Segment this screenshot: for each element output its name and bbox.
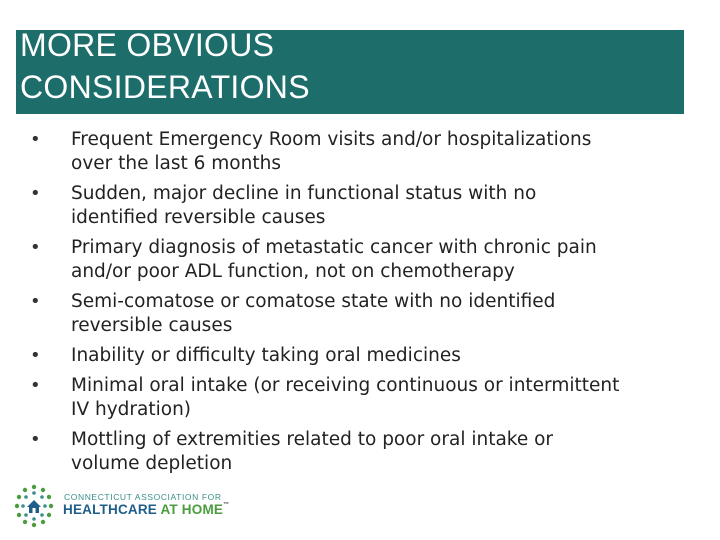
list-item-line-1: Inability or difficulty taking oral medicines [71, 345, 461, 366]
bullet-marker: • [30, 345, 41, 366]
list-item [30, 428, 690, 476]
list-item-line-1: Mottling of extremities related to poor oral intake or [71, 429, 554, 450]
list-item-line-2: reversible causes [71, 315, 233, 336]
list-item-line-2: volume depletion [71, 453, 233, 474]
slide-title-line-1: MORE OBVIOUS [20, 30, 275, 63]
list-item-line-2: over the last 6 months [71, 153, 281, 174]
list-item-line-1: Primary diagnosis of metastatic cancer with chronic pain [71, 237, 597, 258]
list-item [30, 374, 690, 422]
bullet-marker: • [30, 375, 41, 396]
list-item-line-2: identified reversible causes [71, 207, 326, 228]
list-item-line-1: Sudden, major decline in functional status with no [71, 183, 537, 204]
list-item [30, 236, 690, 284]
list-item-line-1: Semi-comatose or comatose state with no identified [71, 291, 556, 312]
list-item-line-2: IV hydration) [71, 399, 192, 420]
bullet-marker: • [30, 183, 41, 204]
trademark-symbol: ™ [223, 502, 230, 508]
bullet-marker: • [30, 429, 41, 450]
list-item [30, 128, 690, 176]
logo-tagline: CONNECTICUT ASSOCIATION FOR [64, 492, 222, 502]
considerations-list [30, 128, 690, 482]
list-item [30, 344, 690, 368]
bullet-marker: • [30, 237, 41, 258]
bullet-marker: • [30, 291, 41, 312]
slide-title [20, 30, 310, 108]
list-item-line-1: Minimal oral intake (or receiving continuous or intermittent [71, 375, 620, 396]
logo-word-healthcare: HEALTHCARE [63, 502, 157, 517]
list-item [30, 182, 690, 230]
slide-title-line-2: CONSIDERATIONS [20, 69, 310, 105]
list-item-line-2: and/or poor ADL function, not on chemotherapy [71, 261, 515, 282]
bullet-marker: • [30, 129, 41, 150]
logo-word-at-home: AT HOME [160, 502, 224, 517]
title-banner [16, 30, 684, 114]
list-item [30, 290, 690, 338]
list-item-line-1: Frequent Emergency Room visits and/or hospitalizations [71, 129, 592, 150]
logo-wordmark [63, 502, 229, 517]
organization-logo [12, 484, 312, 528]
house-dots-logo-icon [12, 484, 56, 528]
